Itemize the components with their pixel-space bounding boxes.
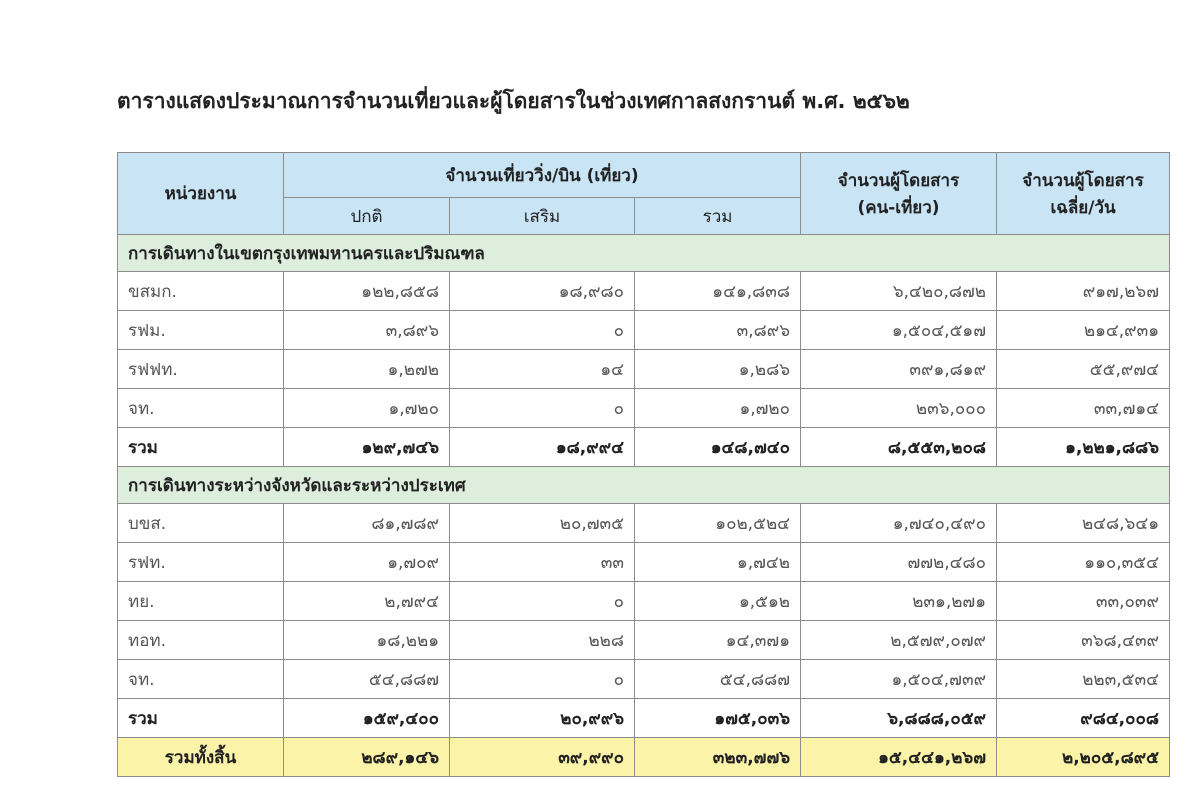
section-row (118, 467, 1170, 504)
cell-unit: จท. (118, 389, 284, 428)
cell-unit: รวมทั้งสิ้น (118, 738, 284, 777)
cell-extra: ๒๒๘ (450, 621, 635, 660)
cell-extra: ๐ (450, 311, 635, 350)
table-row (118, 311, 1170, 350)
section-row (118, 235, 1170, 272)
cell-extra: ๓๙,๙๙๐ (450, 738, 635, 777)
cell-unit: ทย. (118, 582, 284, 621)
cell-passengers: ๑,๕๐๔,๕๑๗ (801, 311, 997, 350)
section-title: การเดินทางในเขตกรุงเทพมหานครและปริมณฑล (118, 235, 1170, 272)
header-avg-passengers (997, 153, 1170, 235)
cell-unit: รฟท. (118, 543, 284, 582)
cell-extra: ๑๔ (450, 350, 635, 389)
table-row (118, 389, 1170, 428)
cell-normal: ๑๕๙,๔๐๐ (284, 699, 450, 738)
cell-passengers: ๖,๔๒๐,๘๗๒ (801, 272, 997, 311)
cell-total: ๓,๘๙๖ (635, 311, 801, 350)
cell-unit: บขส. (118, 504, 284, 543)
cell-passengers: ๑๕,๔๔๑,๒๖๗ (801, 738, 997, 777)
table-row (118, 621, 1170, 660)
cell-avg: ๒๑๔,๙๓๑ (997, 311, 1170, 350)
table-row (118, 582, 1170, 621)
cell-extra: ๒๐,๙๙๖ (450, 699, 635, 738)
header-passengers-line2: (คน-เที่ยว) (857, 197, 940, 218)
cell-passengers: ๗๗๒,๔๘๐ (801, 543, 997, 582)
cell-normal: ๑๒๒,๘๕๘ (284, 272, 450, 311)
table-row (118, 272, 1170, 311)
section-title: การเดินทางระหว่างจังหวัดและระหว่างประเทศ (118, 467, 1170, 504)
cell-avg: ๑,๒๒๑,๘๘๖ (997, 428, 1170, 467)
passenger-estimate-table (117, 152, 1170, 777)
cell-extra: ๑๘,๙๘๐ (450, 272, 635, 311)
cell-total: ๑,๗๔๒ (635, 543, 801, 582)
cell-avg: ๒,๒๐๕,๘๙๕ (997, 738, 1170, 777)
cell-normal: ๑,๒๗๒ (284, 350, 450, 389)
cell-avg: ๓๖๘,๔๓๙ (997, 621, 1170, 660)
cell-extra: ๑๘,๙๙๔ (450, 428, 635, 467)
cell-avg: ๑๑๐,๓๕๔ (997, 543, 1170, 582)
cell-avg: ๙๑๗,๒๖๗ (997, 272, 1170, 311)
header-extra: เสริม (450, 198, 635, 235)
header-avg-line2: เฉลี่ย/วัน (1050, 197, 1116, 218)
subtotal-row (118, 699, 1170, 738)
cell-extra: ๐ (450, 389, 635, 428)
table-row (118, 350, 1170, 389)
header-trips-group: จำนวนเที่ยววิ่ง/บิน (เที่ยว) (284, 153, 801, 198)
header-normal: ปกติ (284, 198, 450, 235)
table-row (118, 660, 1170, 699)
cell-normal: ๕๔,๘๘๗ (284, 660, 450, 699)
cell-passengers: ๑,๕๐๔,๗๓๙ (801, 660, 997, 699)
cell-normal: ๘๑,๗๘๙ (284, 504, 450, 543)
cell-unit: รวม (118, 699, 284, 738)
cell-total: ๓๒๓,๗๗๖ (635, 738, 801, 777)
cell-normal: ๑๘,๒๒๑ (284, 621, 450, 660)
cell-unit: ทอท. (118, 621, 284, 660)
cell-total: ๑,๒๘๖ (635, 350, 801, 389)
cell-total: ๑,๕๑๒ (635, 582, 801, 621)
cell-total: ๑๔๑,๘๓๘ (635, 272, 801, 311)
table-title: ตารางแสดงประมาณการจำนวนเที่ยวและผู้โดยสารในช่วงเทศกาลสงกรานต์ พ.ศ. ๒๕๖๒ (117, 89, 910, 113)
cell-avg: ๕๕,๙๗๔ (997, 350, 1170, 389)
subtotal-row (118, 428, 1170, 467)
cell-avg: ๒๔๘,๖๔๑ (997, 504, 1170, 543)
cell-extra: ๐ (450, 660, 635, 699)
cell-normal: ๒๘๙,๑๔๖ (284, 738, 450, 777)
cell-normal: ๑,๗๒๐ (284, 389, 450, 428)
cell-unit: จท. (118, 660, 284, 699)
cell-total: ๑๐๒,๕๒๔ (635, 504, 801, 543)
header-passengers (801, 153, 997, 235)
grand-total-row (118, 738, 1170, 777)
cell-total: ๑๔๘,๗๔๐ (635, 428, 801, 467)
cell-total: ๑๗๕,๐๓๖ (635, 699, 801, 738)
cell-normal: ๑๒๙,๗๔๖ (284, 428, 450, 467)
cell-unit: รฟฟท. (118, 350, 284, 389)
cell-extra: ๐ (450, 582, 635, 621)
cell-unit: ขสมก. (118, 272, 284, 311)
header-total: รวม (635, 198, 801, 235)
cell-passengers: ๒๓๑,๒๗๑ (801, 582, 997, 621)
cell-unit: รวม (118, 428, 284, 467)
header-passengers-line1: จำนวนผู้โดยสาร (837, 170, 960, 191)
cell-normal: ๓,๘๙๖ (284, 311, 450, 350)
cell-passengers: ๖,๘๘๘,๐๕๙ (801, 699, 997, 738)
cell-avg: ๓๓,๗๑๔ (997, 389, 1170, 428)
cell-avg: ๓๓,๐๓๙ (997, 582, 1170, 621)
cell-avg: ๙๘๔,๐๐๘ (997, 699, 1170, 738)
cell-passengers: ๓๙๑,๘๑๙ (801, 350, 997, 389)
cell-total: ๑๔,๓๗๑ (635, 621, 801, 660)
cell-extra: ๓๓ (450, 543, 635, 582)
cell-total: ๕๔,๘๘๗ (635, 660, 801, 699)
cell-passengers: ๑,๗๔๐,๔๙๐ (801, 504, 997, 543)
cell-passengers: ๒,๕๗๙,๐๗๙ (801, 621, 997, 660)
cell-total: ๑,๗๒๐ (635, 389, 801, 428)
table-row (118, 543, 1170, 582)
header-unit: หน่วยงาน (118, 153, 284, 235)
cell-extra: ๒๐,๗๓๕ (450, 504, 635, 543)
cell-normal: ๒,๗๙๔ (284, 582, 450, 621)
cell-avg: ๒๒๓,๕๓๔ (997, 660, 1170, 699)
header-avg-line1: จำนวนผู้โดยสาร (1022, 170, 1144, 191)
table-row (118, 504, 1170, 543)
cell-passengers: ๒๓๖,๐๐๐ (801, 389, 997, 428)
cell-passengers: ๘,๕๕๓,๒๐๘ (801, 428, 997, 467)
cell-normal: ๑,๗๐๙ (284, 543, 450, 582)
cell-unit: รฟม. (118, 311, 284, 350)
